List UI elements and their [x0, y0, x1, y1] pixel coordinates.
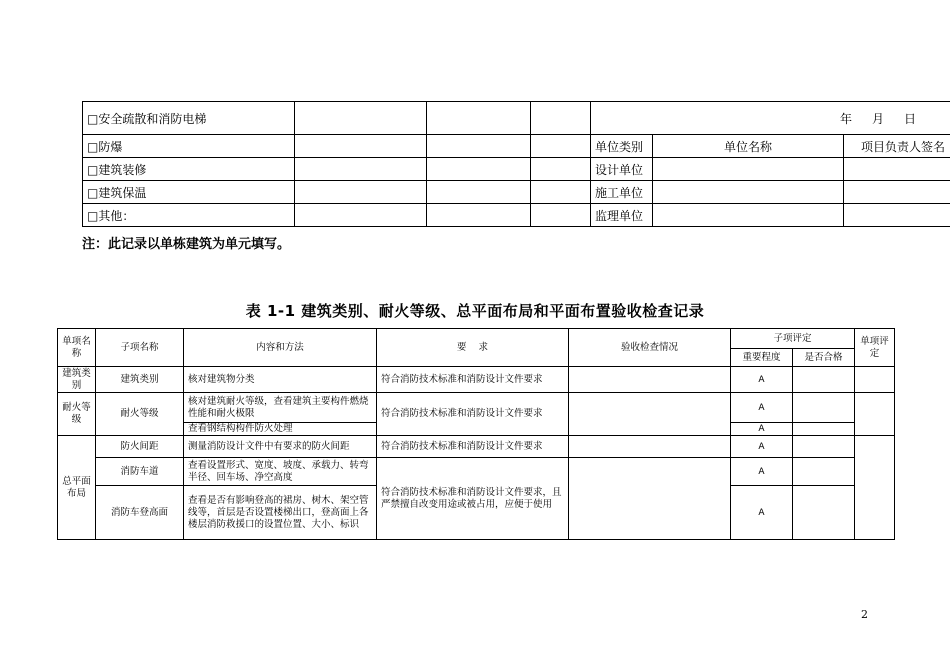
blank-cell[interactable] — [531, 204, 591, 227]
qualified-field[interactable] — [793, 367, 855, 393]
top-table-row — [83, 102, 950, 135]
unit-type-label: 设计单位 — [591, 158, 653, 181]
check-item-label: □其他： — [83, 204, 295, 227]
content-method: 核对建筑物分类 — [184, 367, 377, 393]
sub-item-name: 防火间距 — [96, 436, 184, 458]
qualified-field[interactable] — [793, 486, 855, 540]
inspection-result-field[interactable] — [569, 367, 731, 393]
content-method: 核对建筑耐火等级，查看建筑主要构件燃烧性能和耐火极限 — [184, 393, 377, 423]
qualified-header: 是否合格 — [793, 349, 855, 367]
importance-level: A — [731, 367, 793, 393]
blank-cell[interactable] — [531, 135, 591, 158]
blank-cell[interactable] — [427, 181, 531, 204]
signer-field[interactable] — [844, 181, 950, 204]
unit-type-label: 监理单位 — [591, 204, 653, 227]
content-method: 查看是否有影响登高的裙房、树木、架空管线等，首层是否设置楼梯出口，登高面上各楼层消防救援口的设置位置、大小、标识 — [184, 486, 377, 540]
record-note: 注：此记录以单栋建筑为单元填写。 — [82, 237, 291, 252]
importance-level: A — [731, 458, 793, 486]
qualified-field[interactable] — [793, 436, 855, 458]
unit-name-field[interactable] — [653, 181, 844, 204]
requirement: 符合消防技术标准和消防设计文件要求，且严禁擅自改变用途或被占用，应便于使用 — [377, 458, 569, 540]
blank-cell[interactable] — [295, 204, 427, 227]
blank-cell[interactable] — [427, 135, 531, 158]
check-item-label: □建筑装修 — [83, 158, 295, 181]
requirement: 符合消防技术标准和消防设计文件要求 — [377, 393, 569, 436]
unit-eval-field[interactable] — [855, 393, 895, 436]
signer-field[interactable] — [844, 204, 950, 227]
requirement: 符合消防技术标准和消防设计文件要求 — [377, 367, 569, 393]
top-table-row — [83, 158, 950, 181]
blank-cell[interactable] — [531, 102, 591, 135]
signer-header: 项目负责人签名 — [844, 135, 950, 158]
importance-level: A — [731, 486, 793, 540]
page-number: 2 — [861, 608, 868, 621]
date-year-label: 年 — [839, 111, 852, 126]
inspection-header: 验收检查情况 — [569, 329, 731, 367]
content-method: 查看钢结构构件防火处理 — [184, 423, 377, 436]
sub-item-name: 耐火等级 — [96, 393, 184, 436]
group-name: 总平面布局 — [58, 436, 96, 540]
group-name: 建筑类别 — [58, 367, 96, 393]
blank-cell[interactable] — [427, 158, 531, 181]
unit-name-field[interactable] — [653, 158, 844, 181]
blank-cell[interactable] — [427, 102, 531, 135]
unit-name-field[interactable] — [653, 204, 844, 227]
check-item-label: □防爆 — [83, 135, 295, 158]
group-name: 耐火等级 — [58, 393, 96, 436]
content-method-header: 内容和方法 — [184, 329, 377, 367]
top-table-row — [83, 204, 950, 227]
inspection-result-field[interactable] — [569, 458, 731, 540]
date-month-label: 月 — [871, 111, 884, 126]
date-day-label: 日 — [903, 111, 916, 126]
importance-level: A — [731, 423, 793, 436]
unit-eval-header: 单项评定 — [855, 329, 895, 367]
blank-cell[interactable] — [427, 204, 531, 227]
unit-eval-field[interactable] — [855, 367, 895, 393]
table-row — [58, 393, 895, 423]
importance-level: A — [731, 393, 793, 423]
content-method: 查看设置形式、宽度、坡度、承载力、转弯半径、回车场、净空高度 — [184, 458, 377, 486]
unit-type-header: 单位类别 — [591, 135, 653, 158]
table-row — [58, 458, 895, 486]
sub-eval-header: 子项评定 — [731, 329, 855, 349]
importance-header: 重要程度 — [731, 349, 793, 367]
unit-name-header: 单位名称 — [653, 135, 844, 158]
blank-cell[interactable] — [295, 135, 427, 158]
sub-item-name-header: 子项名称 — [96, 329, 184, 367]
top-table-row — [83, 135, 950, 158]
qualified-field[interactable] — [793, 423, 855, 436]
table-row — [58, 436, 895, 458]
blank-cell[interactable] — [295, 102, 427, 135]
signer-field[interactable] — [844, 158, 950, 181]
unit-eval-field[interactable] — [855, 436, 895, 540]
blank-cell[interactable] — [531, 181, 591, 204]
acceptance-check-table — [57, 328, 895, 540]
sub-item-name: 建筑类别 — [96, 367, 184, 393]
inspection-result-field[interactable] — [569, 436, 731, 458]
qualified-field[interactable] — [793, 393, 855, 423]
content-method: 测量消防设计文件中有要求的防火间距 — [184, 436, 377, 458]
requirement-header: 要 求 — [377, 329, 569, 367]
requirement: 符合消防技术标准和消防设计文件要求 — [377, 436, 569, 458]
header-row — [58, 329, 895, 349]
inspection-result-field[interactable] — [569, 393, 731, 436]
check-item-label: □建筑保温 — [83, 181, 295, 204]
unit-type-label: 施工单位 — [591, 181, 653, 204]
blank-cell[interactable] — [295, 181, 427, 204]
importance-level: A — [731, 436, 793, 458]
blank-cell[interactable] — [531, 158, 591, 181]
sub-item-name: 消防车登高面 — [96, 486, 184, 540]
table-row — [58, 367, 895, 393]
qualified-field[interactable] — [793, 458, 855, 486]
date-cell[interactable] — [591, 102, 950, 135]
blank-cell[interactable] — [295, 158, 427, 181]
table-title: 表 1-1 建筑类别、耐火等级、总平面布局和平面布置验收检查记录 — [245, 302, 705, 320]
sub-item-name: 消防车道 — [96, 458, 184, 486]
unit-item-name-header: 单项名称 — [58, 329, 96, 367]
top-record-table — [82, 101, 950, 227]
top-table-row — [83, 181, 950, 204]
check-item-label: □安全疏散和消防电梯 — [83, 102, 295, 135]
